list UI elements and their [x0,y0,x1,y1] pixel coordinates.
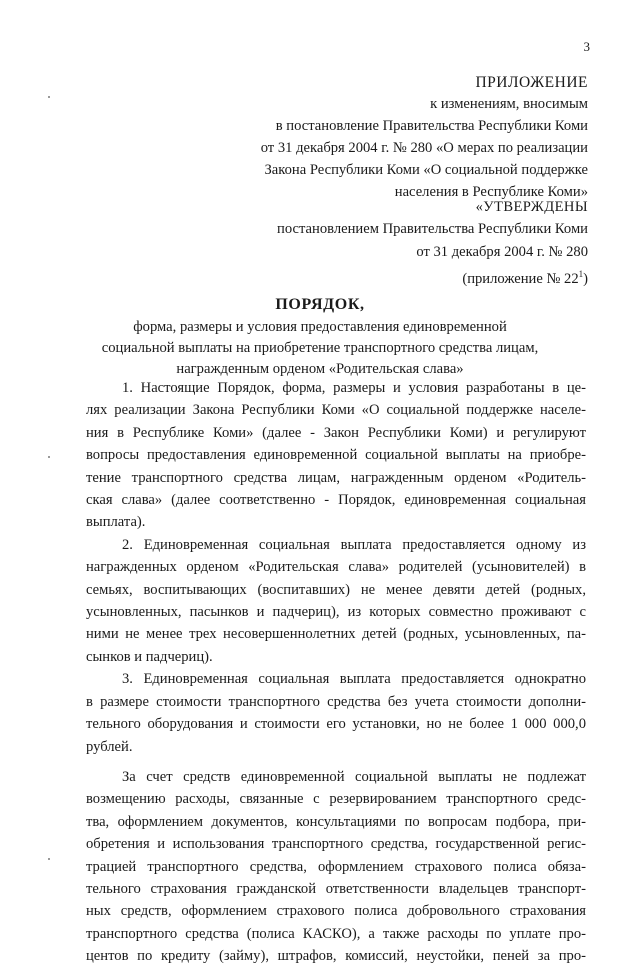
text-line: ных средств, оформлением страхового полиса добровольного страхования [86,903,586,920]
title-sub-line: форма, размеры и условия предоставления единовременной [133,319,507,335]
approval-heading: «УТВЕРЖДЕНЫ [475,199,588,215]
text-line: 2. Единовременная социальная выплата предоставляется одному из [122,536,586,553]
scan-margin-mark [48,456,50,458]
appendix-line: к изменениям, вносимым [430,96,588,112]
text-line: трацией транспортного средства, оформлением страхового полиса обяза- [86,858,586,875]
scan-margin-mark [48,96,50,98]
paragraph-4 [86,766,586,968]
text-line: транспортного средства (полиса КАСКО), а также расходы по уплате про- [86,925,586,942]
paragraph-1 [86,377,586,534]
text-line: тение транспортного средства лицам, награжденным орденом «Родитель- [86,469,586,486]
text-line: выплата). [86,514,146,531]
document-title [60,293,580,380]
text-line: ская слава» (далее соответственно - Порядок, единовременная социальная [86,492,586,509]
title-sub-line: награжденным орденом «Родительская слава» [176,361,464,377]
text-line: ния в Республике Коми» (далее - Закон Республики Коми) и регулируют [86,424,586,441]
title-main: ПОРЯДОК, [275,296,365,313]
text-line: сынков и падчериц). [86,648,213,665]
appendix-heading: ПРИЛОЖЕНИЕ [475,74,588,91]
approval-line: от 31 декабря 2004 г. № 280 [416,243,588,260]
appendix-line: от 31 декабря 2004 г. № 280 «О мерах по реализации [260,140,588,156]
text-line: 1. Настоящие Порядок, форма, размеры и условия разработаны в це- [122,380,586,396]
text-line: возмещению расходы, связанные с резервированием транспортного средс- [86,791,586,808]
text-line: ними не менее трех несовершеннолетних детей (родных, усыновленных, па- [86,626,586,643]
document-body [86,377,586,968]
text-line: центов по кредиту (займу), штрафов, комиссий, неустойки, пеней за про- [86,948,586,965]
appendix-line: Закона Республики Коми «О социальной поддержке [264,162,588,178]
title-sub-line: социальной выплаты на приобретение транспортного средства лицам, [101,340,539,356]
text-line: в размере стоимости транспортного средства без учета стоимости дополни- [86,693,586,710]
text-line: вопросы предоставления единовременной социальной выплаты на приобре- [86,447,586,464]
text-line: За счет средств единовременной социальной выплаты не подлежат [122,768,586,785]
paragraph-2 [86,534,586,668]
paragraph-gap [86,758,586,766]
text-line: обретения и использования транспортного средства, государственной регис- [86,836,586,853]
appendix-line: населения в Республике Коми» [394,184,588,200]
text-line: усыновленных, пасынков и падчериц), из которых совместно проживают с [86,604,586,621]
paragraph-3 [86,668,586,758]
approval-annex [168,263,588,290]
text-line: тельного оборудования и стоимости его установки, но не более 1 000 000,0 [86,716,586,733]
annex-superscript: 1 [578,269,584,280]
text-line: лях реализации Закона Республики Коми «О социальной поддержке населе- [86,402,586,419]
appendix-header [168,72,588,203]
text-line: семьях, воспитывающих (воспитавших) не менее девяти детей (родных, [86,581,586,598]
text-line: 3. Единовременная социальная выплата предоставляется однократно [122,671,586,688]
approval-line: постановлением Правительства Республики Коми [277,221,588,238]
text-line: рублей. [86,738,133,755]
text-line: награжденных орденом «Родительская слава» родителей (усыновителей) в [86,559,586,576]
text-line: тельного страхования гражданской ответственности владельцев транспорт- [86,880,586,897]
annex-suffix: ) [583,271,588,288]
scan-margin-mark [48,858,50,860]
page-number: 3 [583,39,590,54]
appendix-line: в постановление Правительства Республики Коми [275,118,588,134]
text-line: тва, оформлением документов, консультациями по вопросам подбора, при- [86,813,586,830]
annex-prefix: (приложение № 22 [462,271,579,288]
approval-stamp [168,196,588,290]
